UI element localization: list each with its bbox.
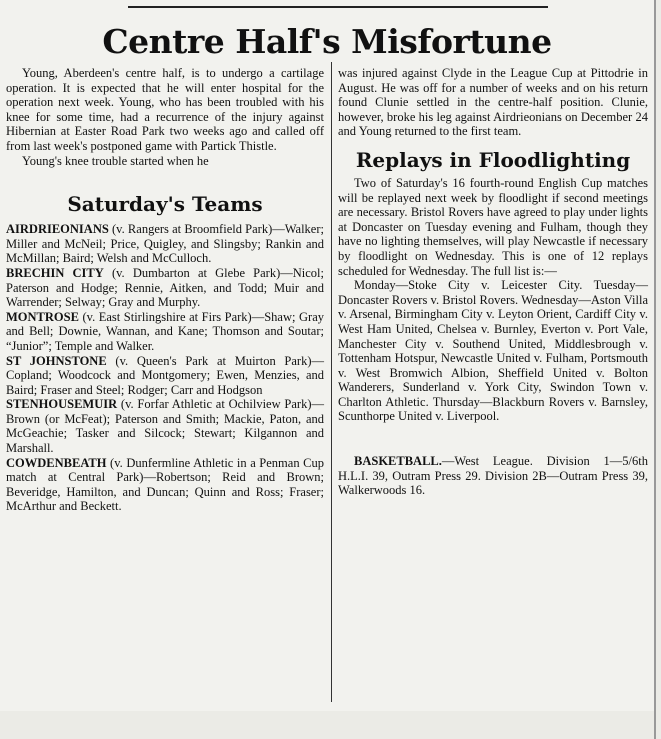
team-lineup: (v. Rangers at Broomfield Park)—Walker; Miller and McNeil; Price, Quigley, and Slingsby; Rankin and McMillan; Baird; Welsh and McCulloch. (6, 222, 324, 266)
basketball-text: —West League. Division 1—5/6th H.L.I. 39, Outram Press 29. Division 2B—Outram Press 39, Walkerwoods 16. (338, 454, 648, 498)
article-p2: Young's knee trouble started when he (22, 153, 209, 168)
basketball-results (338, 454, 648, 498)
column-divider (331, 62, 332, 702)
right-column (338, 66, 648, 498)
team-lineup: (v. Dunfermline Athletic in a Penman Cup match at Central Park)—Robertson; Reid and Brown; Beveridge, Hamilton, and Duncan; Quinn and Ross; Fraser; McArthur and Beckett. (6, 455, 324, 514)
team-entry (6, 354, 324, 398)
team-club: AIRDRIEONIANS (6, 222, 109, 237)
team-club: MONTROSE (6, 309, 79, 324)
teams-list (6, 222, 324, 514)
replays-list: Monday—Stoke City v. Leicester City. Tuesday—Doncaster Rovers v. Bristol Rovers. Wednesday—Aston Villa v. Arsenal, Birmingham City v. Leyton Orient, Cardiff City v. West Ham United, Chelsea v. Burnley, Everton v. Port Vale, Manchester City v. Southend United, Middlesbrough v. Tottenham Hotspur, Newcastle United v. Fulham, Portsmouth v. West Bromwich Albion, Sheffield United v. Bolton Wanderers, Sunderland v. York City, Swindon Town v. Charlton Athletic. Thursday—Blackburn Rovers v. Barnsley, Scunthorpe United v. Liverpool. (338, 278, 648, 424)
team-entry (6, 397, 324, 455)
headline: Centre Half's Misfortune (102, 22, 552, 61)
team-entry (6, 266, 324, 310)
replays-heading: Replays in Floodlighting (355, 147, 631, 172)
team-club: COWDENBEATH (6, 455, 107, 470)
page-edge (654, 0, 656, 739)
team-club: ST JOHNSTONE (6, 353, 107, 368)
article-continuation: was injured against Clyde in the League Cup at Pittodrie in August. He was off for a number of weeks and on his return found Clunie settled in the centre-half position. Clunie, however, broke his leg against Airdrieonians on December 24 and Young returned to the first team. (338, 66, 648, 139)
top-rule (128, 6, 548, 8)
teams-heading: Saturday's Teams (67, 192, 263, 217)
team-lineup: (v. Queen's Park at Muirton Park)—Copland; Woodcock and Montgomery; Ewen, Menzies, and Baird; Fraser and Steel; Rodger; Carr and Hodgson (6, 353, 324, 397)
team-club: BRECHIN CITY (6, 265, 104, 280)
basketball-label: BASKETBALL. (354, 454, 442, 469)
team-lineup: (v. East Stirlingshire at Firs Park)—Shaw; Gray and Bell; Downie, Wannan, and Kane; Thomson and Soutar; “Junior”; Temple and Walker. (6, 309, 324, 353)
team-lineup: (v. Dumbarton at Glebe Park)—Nicol; Paterson and Hodge; Rennie, Aitken, and Todd; Muir and Warrender; Selway; Gray and Murphy. (6, 265, 324, 310)
team-club: STENHOUSEMUIR (6, 397, 118, 412)
team-entry (6, 310, 324, 354)
team-entry (6, 222, 324, 266)
article-intro: Young, Aberdeen's centre half, is to undergo a cartilage operation. It is expected that he will enter hospital for the operation next week. Young, who has been troubled with his knee for some time, had a recurrence of the injury against Hibernian at Easter Road Park two weeks ago and called off from last week's postponed game with Partick Thistle. (6, 66, 324, 153)
left-column (6, 66, 324, 514)
team-lineup: (v. Forfar Athletic at Ochilview Park)—Brown (or McFeat); Paterson and Smith; Mackie, Paton, and McGeachie; Tasker and Silcock; Stewart; Kilgannon and Marshall. (6, 397, 324, 456)
replays-intro: Two of Saturday's 16 fourth-round English Cup matches will be replayed next week by floodlight if second meetings are necessary. Bristol Rovers have agreed to play under lights at Doncaster on Tuesday evening and Fulham, though they have no lighting themselves, will play Newcastle if necessary by floodlight on Wednesday. This is one of 12 replays scheduled for Wednesday. The full list is:— (338, 175, 648, 278)
team-entry (6, 456, 324, 514)
